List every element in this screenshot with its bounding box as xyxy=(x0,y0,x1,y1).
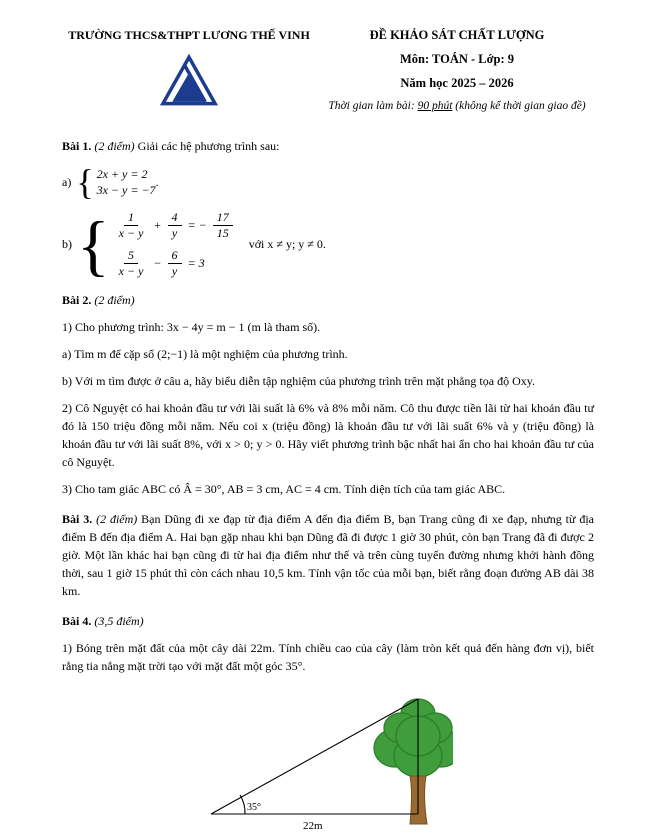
exam-header xyxy=(62,28,594,113)
problem-3-label: Bài 3. xyxy=(62,512,93,526)
problem-4-points: (3,5 điểm) xyxy=(94,614,144,628)
problem-3-points: (2 điểm) xyxy=(96,512,138,526)
equation: 2x + y = 2 xyxy=(96,166,148,181)
school-logo-svg xyxy=(160,53,218,109)
fraction-numerator: 1 xyxy=(124,210,138,226)
problem-2-item-1b: b) Với m tìm được ở câu a, hãy biểu diễn tập nghiệm của phương trình trên mặt phẳng tọa độ Oxy. xyxy=(62,374,535,388)
problem-3 xyxy=(62,510,594,600)
base-label: 22m xyxy=(303,820,323,832)
problem-2-item-2: 2) Cô Nguyệt có hai khoản đầu tư với lãi suất là 6% và 8% mỗi năm. Cô thu được tiền lãi từ hai khoản đầu tư đó là 150 triệu đồng mỗi năm. Nếu coi x (triệu đồng) là khoản đầu tư với lãi suất 6% và y (triệu đồng) là khoản đầu tư với lãi suất 8%, với x > 0; y > 0. Hãy viết phương trình bậc nhất hai ẩn cho hai khoản đầu tư của cô Nguyệt. xyxy=(62,401,594,469)
fraction xyxy=(115,210,148,241)
problem-1-intro: Giải các hệ phương trình sau: xyxy=(137,139,280,153)
angle-label: 35° xyxy=(247,802,261,813)
tree-figure-svg xyxy=(203,684,453,836)
duration-prefix: Thời gian làm bài: xyxy=(328,100,418,112)
fraction-numerator: 4 xyxy=(168,210,182,226)
fraction-numerator: 5 xyxy=(124,248,138,264)
exam-duration xyxy=(320,100,594,112)
problem-2-heading xyxy=(62,291,594,309)
fraction xyxy=(213,210,233,241)
problem-1-points: (2 điểm) xyxy=(94,139,135,153)
item-b-label: b) xyxy=(62,237,72,251)
exam-year: Năm học 2025 – 2026 xyxy=(400,76,514,90)
item-a-label: a) xyxy=(62,174,72,189)
brace-glyph: { xyxy=(76,162,94,202)
problem-2-item-1a: a) Tìm m để cặp số (2;−1) là một nghiệm của phương trình. xyxy=(62,347,348,361)
fraction-denominator: 15 xyxy=(216,226,229,240)
problem-2-item-1: 1) Cho phương trình: 3x − 4y = m − 1 (m là tham số). xyxy=(62,320,321,334)
exam-title: ĐỀ KHẢO SÁT CHẤT LƯỢNG xyxy=(369,28,545,42)
system-a xyxy=(62,164,594,200)
school-logo-icon xyxy=(62,53,316,113)
fraction xyxy=(168,248,182,279)
equation-stack xyxy=(97,166,156,198)
operator: + xyxy=(153,218,162,233)
operator: = − xyxy=(187,218,207,233)
fraction-denominator: x − y xyxy=(118,264,144,278)
fraction-denominator: x − y xyxy=(118,226,144,240)
problem-1-label: Bài 1. xyxy=(62,139,92,153)
exam-body xyxy=(62,137,594,840)
fraction xyxy=(168,210,182,241)
fraction xyxy=(115,248,148,279)
school-name: TRƯỜNG THCS&THPT LƯƠNG THẾ VINH xyxy=(68,28,310,42)
problem-3-text: Bạn Dũng đi xe đạp từ địa điểm A đến địa điểm B, bạn Trang cũng đi xe đạp, nhưng từ địa điểm B đến địa điểm A. Hai bạn gặp nhau khi bạn Dũng đã đi được 1 giờ 30 phút, còn bạn Trang đã đi được 2 giờ. Một lần khác hai bạn cũng đi từ hai địa điểm như thế và trên cùng tuyến đường nhưng khởi hành đồng thời, sau 1 giờ 15 phút thì còn cách nhau 10,5 km. Tính vận tốc của mỗi bạn, biết rằng đoạn đường AB dài 38 km. xyxy=(62,512,594,598)
period: . xyxy=(155,174,159,189)
fraction-numerator: 17 xyxy=(213,210,233,226)
equation xyxy=(113,248,235,279)
operator: − xyxy=(153,256,162,271)
fraction-denominator: y xyxy=(171,226,178,240)
problem-1-heading xyxy=(62,137,594,155)
header-right xyxy=(316,28,594,112)
duration-suffix: (không kể thời gian giao đề) xyxy=(452,100,586,112)
problem-2-points: (2 điểm) xyxy=(94,293,135,307)
problem-2-label: Bài 2. xyxy=(62,293,92,307)
tree-canopy xyxy=(374,699,453,777)
operator: = 3 xyxy=(187,256,205,271)
problem-4-item-1: 1) Bóng trên mặt đất của một cây dài 22m. Tính chiều cao của cây (làm tròn kết quả đến hàng đơn vị), biết rằng tia nắng mặt trời tạo với mặt đất một góc 35°. xyxy=(62,641,594,673)
equation xyxy=(113,210,235,241)
problem-2-item-3: 3) Cho tam giác ABC có Â = 30°, AB = 3 cm, AC = 4 cm. Tính diện tích của tam giác ABC. xyxy=(62,482,506,496)
equation: 3x − y = −7 xyxy=(96,183,156,197)
condition-note: với x ≠ y; y ≠ 0. xyxy=(248,237,326,251)
fraction-numerator: 6 xyxy=(168,248,182,264)
duration-value: 90 phút xyxy=(417,100,453,112)
header-left xyxy=(62,28,316,113)
brace-glyph: { xyxy=(77,206,110,283)
system-b xyxy=(62,206,594,283)
exam-subject: Môn: TOÁN - Lớp: 9 xyxy=(399,52,515,66)
equation-stack xyxy=(113,210,235,279)
tree-figure xyxy=(62,684,594,840)
fraction-denominator: y xyxy=(171,264,178,278)
problem-4-label: Bài 4. xyxy=(62,614,92,628)
problem-4-heading xyxy=(62,612,594,630)
